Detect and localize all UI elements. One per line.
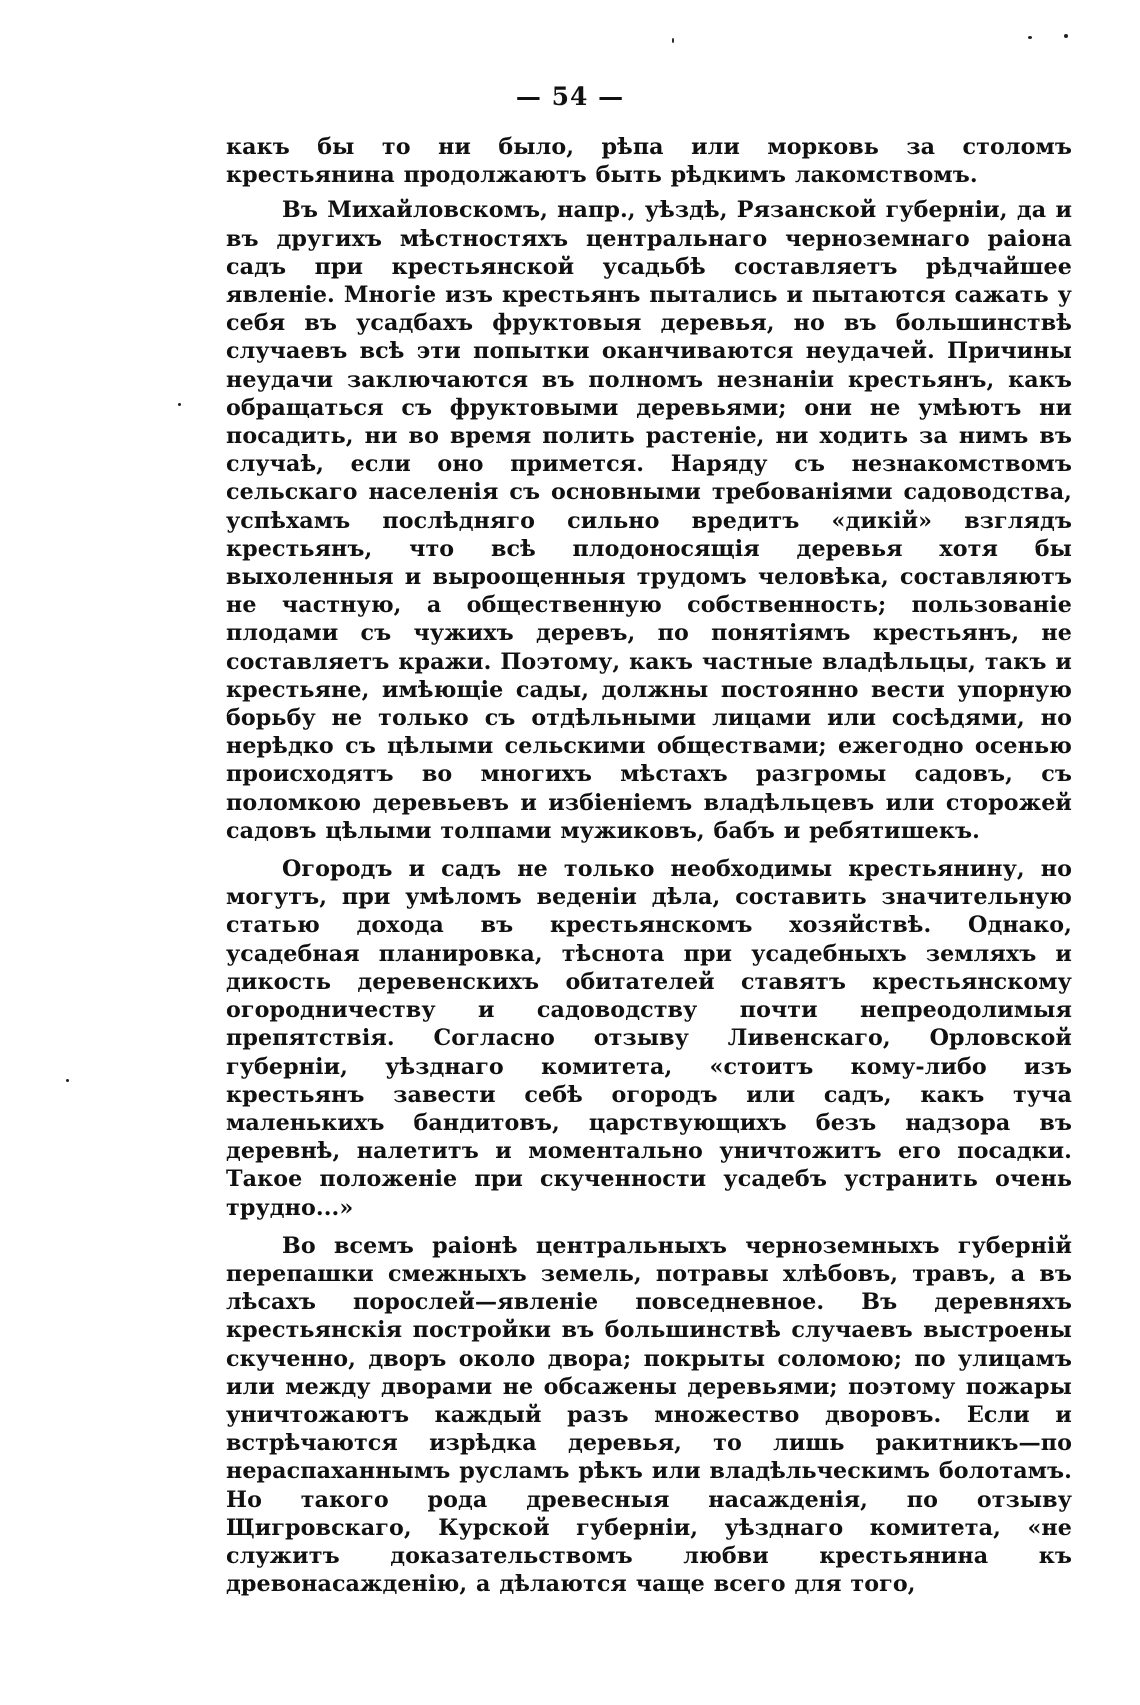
scan-speck — [1028, 36, 1032, 39]
scan-speck — [178, 403, 181, 406]
body-text — [226, 133, 1072, 1598]
page-number: — 54 — — [515, 82, 625, 111]
scan-speck — [66, 1079, 69, 1082]
paragraph: Во всемъ раіонѣ центральныхъ черноземныхъ губерній перепашки смежныхъ земель, потравы хлѣбовъ, травъ, а въ лѣсахъ порослей—явленіе повседневное. Въ деревняхъ крестьянскія постройки въ большинствѣ случаевъ выстроены скученно, дворъ около двора; покрыты соломою; по улицамъ или между дворами не обсажены деревьями; поэтому пожары уничтожаютъ каждый разъ множество дворовъ. Если и встрѣчаются изрѣдка деревья, то лишь ракитникъ—по нераспаханнымъ русламъ рѣкъ или владѣльческимъ болотамъ. Но такого рода древесныя насажденія, по отзыву Щигровскаго, Курской губерніи, уѣзднаго комитета, «не служитъ доказательствомъ любви крестьянина къ древонасажденію, а дѣлаются чаще всего для того, — [226, 1232, 1072, 1598]
paragraph: какъ бы то ни было, рѣпа или морковь за столомъ крестьянина продолжаютъ быть рѣдкимъ лакомствомъ. — [226, 134, 1072, 189]
paragraph: Въ Михайловскомъ, напр., уѣздѣ, Рязанской губерніи, да и въ другихъ мѣстностяхъ центральнаго черноземнаго раіона садъ при крестьянской усадьбѣ составляетъ рѣдчайшее явленіе. Многіе изъ крестьянъ пытались и пытаются сажать у себя въ усадбахъ фруктовыя деревья, но въ большинствѣ случаевъ всѣ эти попытки оканчиваются неудачей. Причины неудачи заключаются въ полномъ незнаніи крестьянъ, какъ обращаться съ фруктовыми деревьями; они не умѣютъ ни посадить, ни во время полить растеніе, ни ходить за нимъ въ случаѣ, если оно примется. Наряду съ незнакомствомъ сельскаго населенія съ основными требованіями садоводства, успѣхамъ послѣдняго сильно вредитъ «дикій» взглядъ крестьянъ, что всѣ плодоносящія деревья хотя бы выхоленныя и выроощенныя трудомъ человѣка, составляютъ не частную, а общественную собственность; пользованіе плодами съ чужихъ деревъ, по понятіямъ крестьянъ, не составляетъ кражи. Поэтому, какъ частные владѣльцы, такъ и крестьяне, имѣющіе сады, должны постоянно вести упорную борьбу не только съ отдѣльными лицами или сосѣдями, но нерѣдко съ цѣлыми сельскими обществами; ежегодно осенью происходятъ во многихъ мѣстахъ разгромы садовъ, съ поломкою деревьевъ и избіеніемъ владѣльцевъ или сторожей садовъ цѣлыми толпами мужиковъ, бабъ и ребятишекъ. — [226, 197, 1072, 844]
scan-speck — [1064, 34, 1068, 38]
scan-speck — [672, 38, 674, 43]
paragraph: Огородъ и садъ не только необходимы крестьянину, но могутъ, при умѣломъ веденіи дѣла, составить значительную статью дохода въ крестьянскомъ хозяйствѣ. Однако, усадебная планировка, тѣснота при усадебныхъ земляхъ и дикость деревенскихъ обитателей ставятъ крестьянскому огородничеству и садоводству почти непреодолимыя препятствія. Согласно отзыву Ливенскаго, Орловской губерніи, уѣзднаго комитета, «стоитъ кому-либо изъ крестьянъ завести себѣ огородъ или садъ, какъ туча маленькихъ бандитовъ, царствующихъ безъ надзора въ деревнѣ, налетитъ и моментально уничтожитъ его посадки. Такое положеніе при скученности усадебъ устранить очень трудно...» — [226, 856, 1072, 1221]
